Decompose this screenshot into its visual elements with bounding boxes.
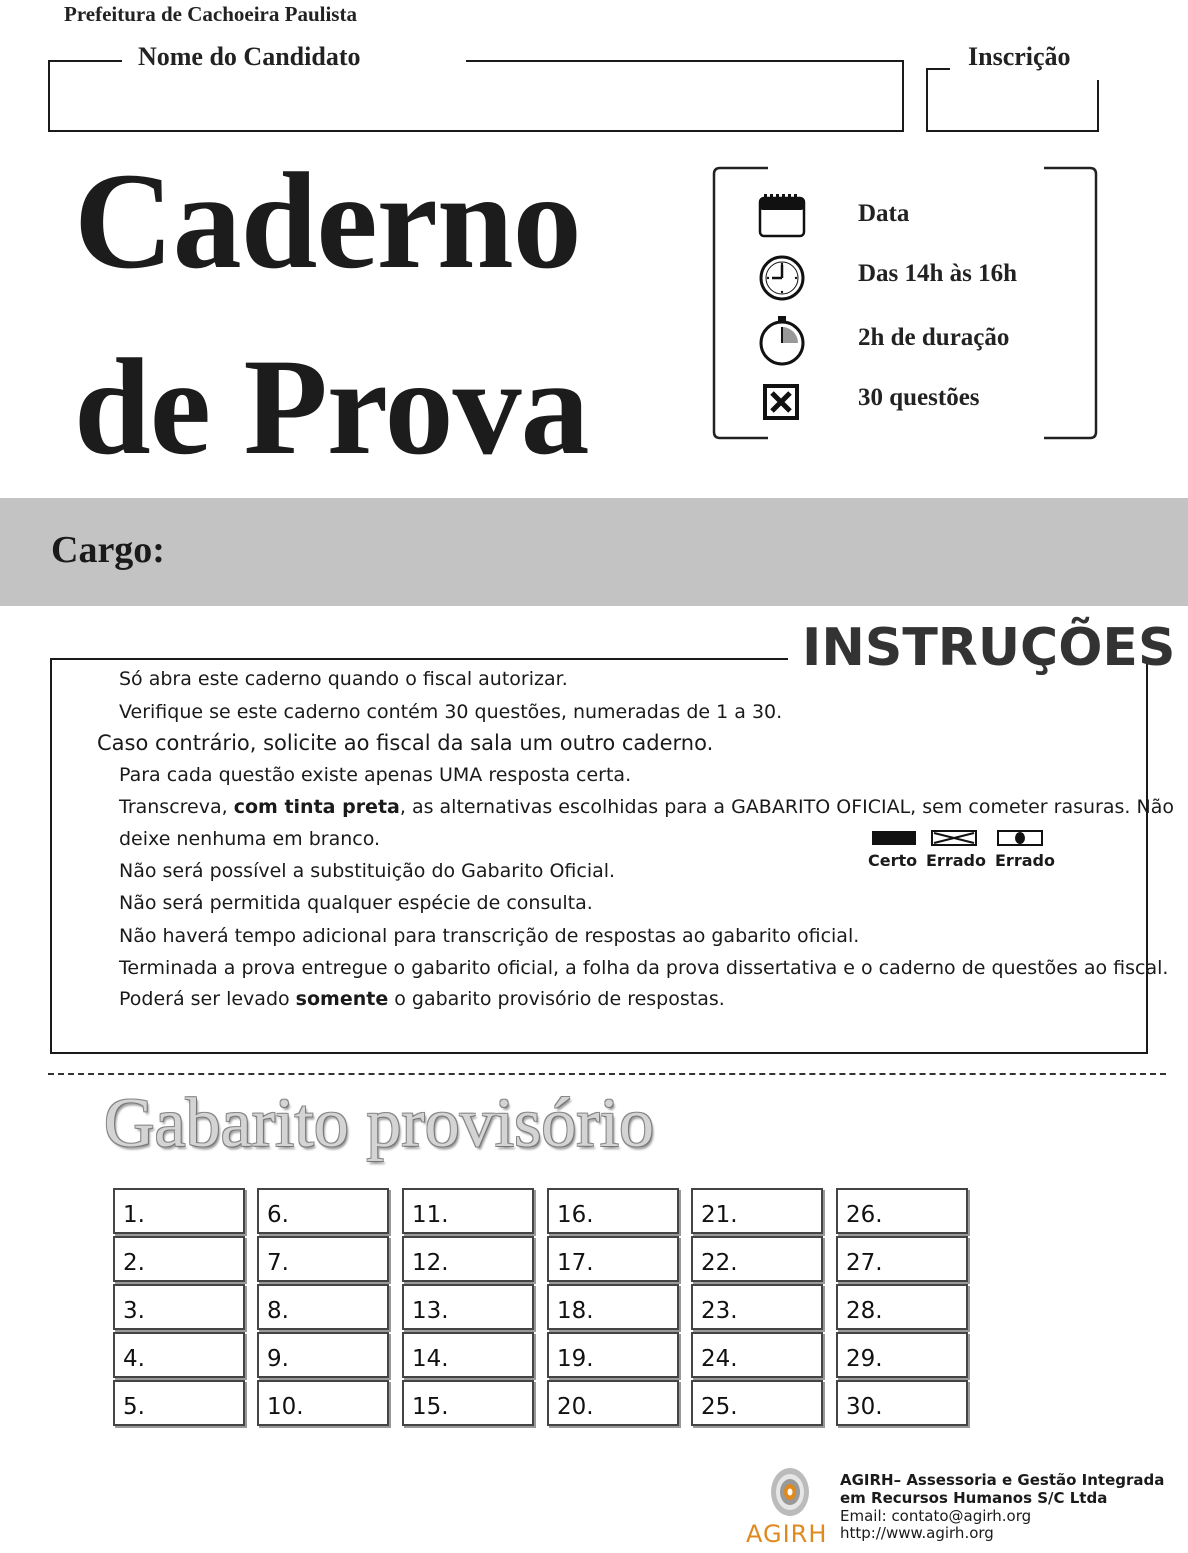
answer-number: 11. (412, 1202, 449, 1228)
answer-number: 6. (267, 1202, 289, 1228)
instruction-line: Não haverá tempo adicional para transcrição de respostas ao gabarito oficial. (119, 925, 860, 947)
agirh-logo-icon (768, 1466, 812, 1522)
info-time (756, 252, 1086, 302)
title-line-1: Caderno (74, 144, 581, 297)
company-name-line-1: AGIRH– Assessoria e Gestão Integrada (840, 1471, 1165, 1489)
info-time-text: Das 14h às 16h (858, 260, 1018, 287)
answer-cell[interactable] (257, 1236, 389, 1282)
info-questions-text: 30 questões (858, 384, 980, 411)
legend-certo-mark (872, 831, 916, 845)
answer-cell[interactable] (402, 1284, 534, 1330)
title-line-2: de Prova (74, 330, 589, 483)
answer-number: 30. (846, 1394, 883, 1420)
answer-cell[interactable] (691, 1380, 823, 1426)
legend-errado-x-mark (932, 831, 976, 845)
prefeitura-name: Prefeitura de Cachoeira Paulista (64, 2, 357, 26)
answer-number: 5. (123, 1394, 145, 1420)
instruction-line: Para cada questão existe apenas UMA resposta certa. (119, 764, 632, 786)
instructions-box-top (50, 658, 788, 660)
answer-cell[interactable] (547, 1332, 679, 1378)
answer-number: 21. (701, 1202, 738, 1228)
answer-cell[interactable] (547, 1284, 679, 1330)
answer-cell[interactable] (113, 1332, 245, 1378)
answer-cell[interactable] (836, 1236, 968, 1282)
gabarito-title: Gabarito provisório (104, 1085, 655, 1162)
answer-number: 14. (412, 1346, 449, 1372)
answer-number: 25. (701, 1394, 738, 1420)
answer-cell[interactable] (691, 1284, 823, 1330)
answer-number: 9. (267, 1346, 289, 1372)
answer-number: 12. (412, 1250, 449, 1276)
company-website[interactable]: http://www.agirh.org (840, 1524, 994, 1542)
instruction-line: Não será possível a substituição do Gabarito Oficial. (119, 860, 616, 882)
answer-number: 7. (267, 1250, 289, 1276)
answer-cell[interactable] (113, 1188, 245, 1234)
instruction-line: Caso contrário, solicite ao fiscal da sala um outro caderno. (97, 731, 714, 755)
answer-cell[interactable] (402, 1188, 534, 1234)
answer-cell[interactable] (113, 1236, 245, 1282)
agirh-logo-text: AGIRH (746, 1520, 828, 1548)
answer-number: 17. (557, 1250, 594, 1276)
answer-number: 2. (123, 1250, 145, 1276)
answer-cell[interactable] (113, 1380, 245, 1426)
answer-number: 23. (701, 1298, 738, 1324)
answer-cell[interactable] (836, 1332, 968, 1378)
answer-cell[interactable] (257, 1284, 389, 1330)
answer-number: 18. (557, 1298, 594, 1324)
answer-number: 27. (846, 1250, 883, 1276)
instruction-line: deixe nenhuma em branco. (119, 828, 381, 850)
info-date-text: Data (858, 200, 910, 227)
info-date (756, 192, 1086, 242)
legend-errado-partial-mark (998, 831, 1042, 845)
answer-cell[interactable] (836, 1284, 968, 1330)
answer-number: 1. (123, 1202, 145, 1228)
cargo-label: Cargo: (51, 529, 165, 571)
info-duration (756, 316, 1086, 366)
answer-cell[interactable] (691, 1188, 823, 1234)
answer-number: 28. (846, 1298, 883, 1324)
answer-cell[interactable] (257, 1332, 389, 1378)
legend-errado-label: Errado (926, 851, 986, 870)
answer-number: 13. (412, 1298, 449, 1324)
answer-number: 15. (412, 1394, 449, 1420)
answer-cell[interactable] (547, 1236, 679, 1282)
instruction-line-transcreva: Transcreva, com tinta preta, as alternativas escolhidas para a GABARITO OFICIAL, sem cometer rasuras. Não (119, 796, 1174, 818)
answer-cell[interactable] (691, 1332, 823, 1378)
answer-number: 26. (846, 1202, 883, 1228)
answer-number: 19. (557, 1346, 594, 1372)
answer-cell[interactable] (402, 1332, 534, 1378)
answer-cell[interactable] (257, 1380, 389, 1426)
legend-errado-label: Errado (995, 851, 1055, 870)
checkbox-x-icon (756, 376, 808, 426)
info-duration-text: 2h de duração (858, 324, 1010, 351)
answer-cell[interactable] (257, 1188, 389, 1234)
cut-line (48, 1073, 1166, 1075)
instructions-title: INSTRUÇÕES (802, 618, 1176, 678)
stopwatch-icon (756, 316, 808, 366)
instruction-line: Terminada a prova entregue o gabarito oficial, a folha da prova dissertativa e o caderno de questões ao fiscal. (119, 957, 1169, 979)
candidate-name-label: Nome do Candidato (122, 42, 376, 72)
answer-number: 8. (267, 1298, 289, 1324)
cargo-band (0, 498, 1188, 606)
answer-cell[interactable] (113, 1284, 245, 1330)
answer-number: 4. (123, 1346, 145, 1372)
answer-number: 22. (701, 1250, 738, 1276)
answer-number: 10. (267, 1394, 304, 1420)
info-questions (756, 376, 1086, 426)
calendar-icon (756, 192, 808, 242)
answer-cell[interactable] (836, 1188, 968, 1234)
instruction-line: Verifique se este caderno contém 30 questões, numeradas de 1 a 30. (119, 701, 783, 723)
answer-cell[interactable] (402, 1380, 534, 1426)
instruction-line: Não será permitida qualquer espécie de consulta. (119, 892, 593, 914)
answer-cell[interactable] (836, 1380, 968, 1426)
company-email[interactable]: Email: contato@agirh.org (840, 1507, 1032, 1525)
instruction-line-levado: Poderá ser levado somente o gabarito provisório de respostas. (119, 988, 725, 1010)
answer-number: 16. (557, 1202, 594, 1228)
instruction-line: Só abra este caderno quando o fiscal autorizar. (119, 668, 568, 690)
answer-cell[interactable] (547, 1188, 679, 1234)
answer-cell[interactable] (691, 1236, 823, 1282)
marking-legend (870, 830, 1050, 848)
answer-number: 29. (846, 1346, 883, 1372)
answer-number: 20. (557, 1394, 594, 1420)
answer-cell[interactable] (547, 1380, 679, 1426)
company-name-line-2: em Recursos Humanos S/C Ltda (840, 1489, 1108, 1507)
legend-certo-label: Certo (868, 851, 918, 870)
clock-icon (756, 252, 808, 302)
answer-number: 3. (123, 1298, 145, 1324)
inscricao-label: Inscrição (952, 42, 1087, 72)
answer-number: 24. (701, 1346, 738, 1372)
answer-cell[interactable] (402, 1236, 534, 1282)
